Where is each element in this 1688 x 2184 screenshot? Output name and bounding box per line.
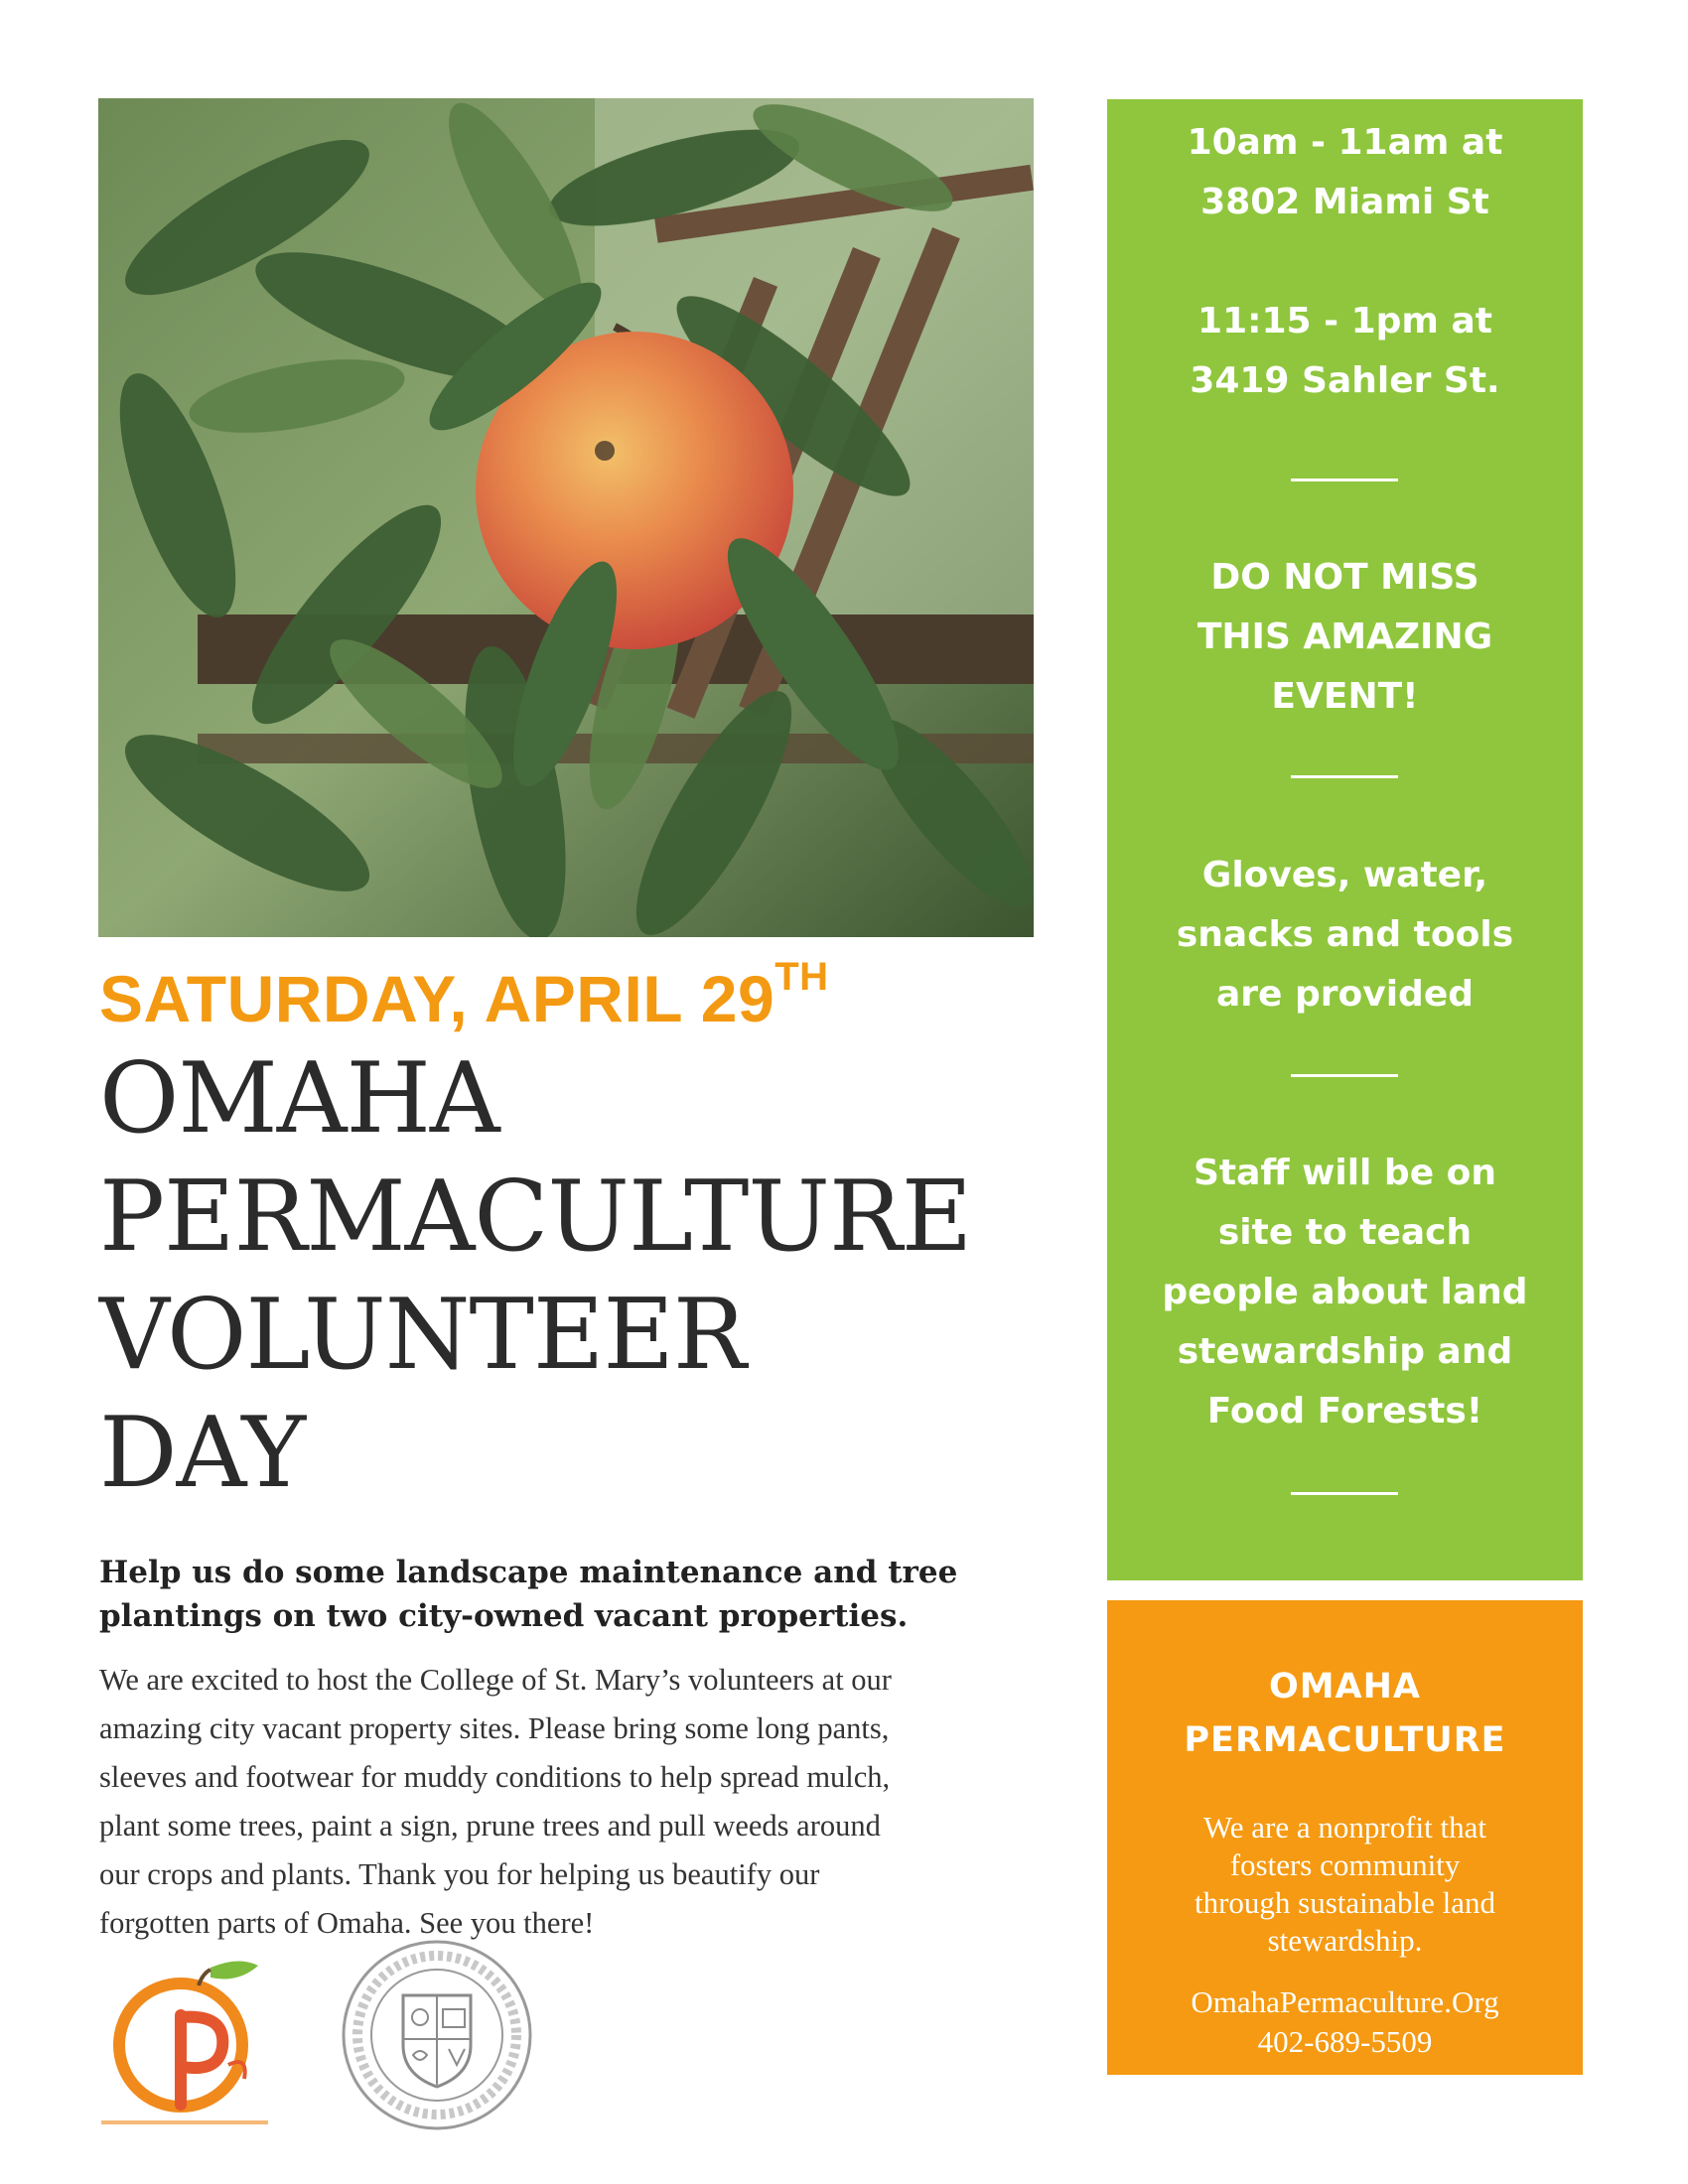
- event-date: [99, 955, 829, 1035]
- organization-name: [1107, 1660, 1583, 1767]
- slot-1-address: 3802 Miami St: [1200, 182, 1489, 222]
- provided-text: [1107, 846, 1583, 1024]
- event-title: [99, 1040, 1092, 1513]
- lead-paragraph: Help us do some landscape maintenance and tree plantings on two city-owned vacant properties.: [99, 1555, 958, 1634]
- schedule-slot-2: [1107, 292, 1583, 411]
- staff-line: Food Forests!: [1206, 1391, 1483, 1432]
- description-line: amazing city vacant property sites. Please bring some long pants,: [99, 1711, 890, 1745]
- mission-line: stewardship.: [1267, 1923, 1423, 1958]
- title-line-3: VOLUNTEER: [99, 1279, 746, 1392]
- organization-mission: [1147, 1809, 1543, 1960]
- mission-line: fosters community: [1229, 1847, 1461, 1882]
- description-line: forgotten parts of Omaha. See you there!: [99, 1906, 595, 1940]
- peach-tree-photo: [98, 98, 1034, 937]
- staff-line: people about land: [1162, 1272, 1528, 1312]
- provided-line: are provided: [1215, 974, 1474, 1015]
- slot-2-address: 3419 Sahler St.: [1190, 360, 1500, 401]
- callout-text: [1107, 548, 1583, 727]
- org-name-line: PERMACULTURE: [1184, 1720, 1506, 1760]
- slot-1-time: 10am - 11am at: [1187, 122, 1503, 163]
- description-line: We are excited to host the College of St. Mary’s volunteers at our: [99, 1663, 892, 1697]
- staff-line: site to teach: [1217, 1212, 1473, 1253]
- divider: [1291, 478, 1398, 481]
- slot-2-time: 11:15 - 1pm at: [1197, 301, 1492, 341]
- event-date-suffix: TH: [774, 955, 829, 999]
- event-date-main: SATURDAY, APRIL 29: [99, 962, 775, 1035]
- organization-contact: [1107, 1982, 1583, 2062]
- divider: [1291, 1492, 1398, 1495]
- phone-number[interactable]: 402-689-5509: [1257, 2024, 1433, 2059]
- staff-text: [1107, 1144, 1583, 1441]
- title-line-1: OMAHA: [99, 1042, 499, 1156]
- organization-panel: [1107, 1600, 1583, 2075]
- callout-line: EVENT!: [1271, 676, 1419, 717]
- provided-line: snacks and tools: [1176, 914, 1514, 955]
- mission-line: through sustainable land: [1194, 1885, 1496, 1920]
- staff-line: Staff will be on: [1193, 1153, 1496, 1193]
- description-line: sleeves and footwear for muddy conditions to help spread mulch,: [99, 1760, 891, 1794]
- title-line-2: PERMACULTURE: [99, 1160, 972, 1274]
- divider: [1291, 1074, 1398, 1077]
- description-line: plant some trees, paint a sign, prune trees and pull weeds around: [99, 1809, 881, 1843]
- schedule-slot-1: [1107, 113, 1583, 232]
- website-link[interactable]: OmahaPermaculture.Org: [1191, 1984, 1499, 2019]
- mission-line: We are a nonprofit that: [1203, 1810, 1486, 1844]
- divider: [1291, 775, 1398, 778]
- college-of-saint-mary-seal: [338, 1936, 536, 2134]
- schedule-panel: [1107, 99, 1583, 1580]
- description-line: our crops and plants. Thank you for helping us beautify our: [99, 1857, 820, 1891]
- org-name-line: OMAHA: [1268, 1667, 1422, 1706]
- description-paragraph: [99, 1656, 1082, 1948]
- omaha-permaculture-logo: [99, 1956, 288, 2134]
- provided-line: Gloves, water,: [1201, 855, 1488, 895]
- staff-line: stewardship and: [1177, 1331, 1513, 1372]
- callout-line: DO NOT MISS: [1210, 557, 1479, 598]
- callout-line: THIS AMAZING: [1196, 616, 1493, 657]
- title-line-4: DAY: [99, 1397, 306, 1510]
